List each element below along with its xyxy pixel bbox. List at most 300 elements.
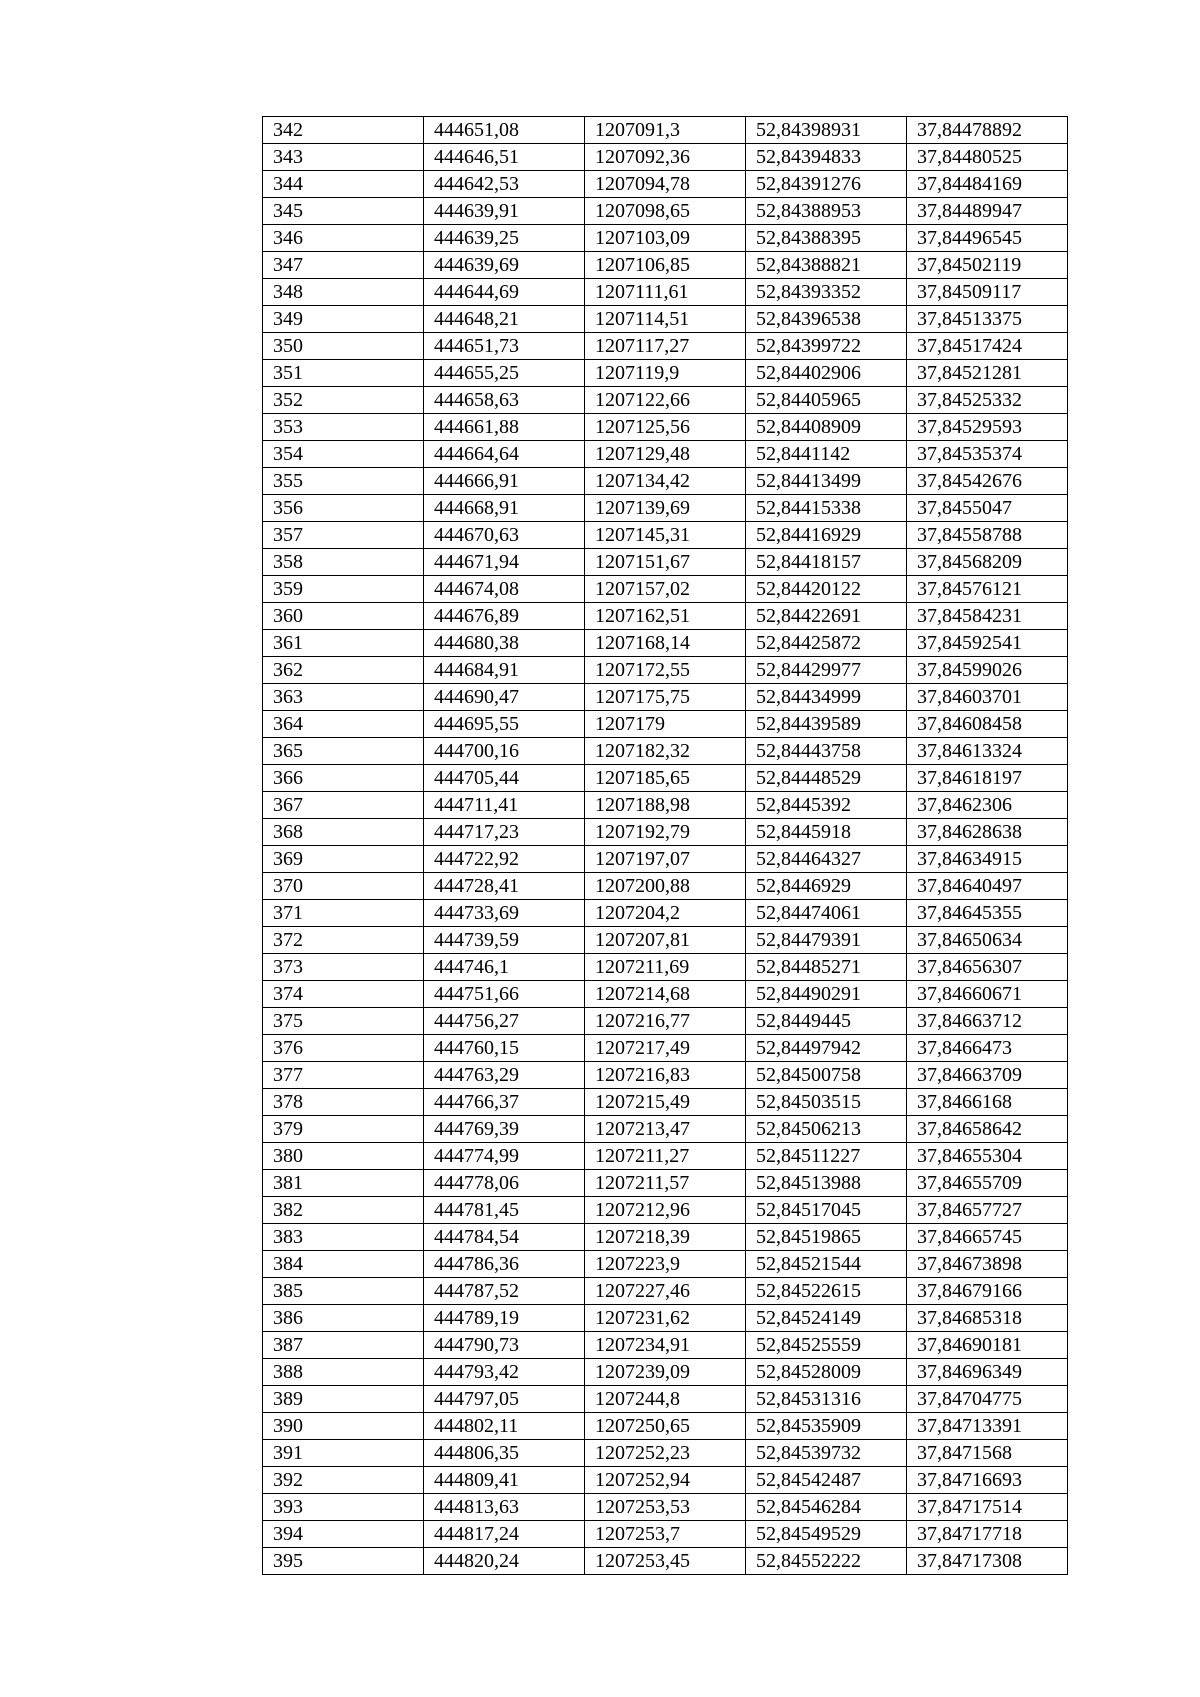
point-number-cell: 344 [263,171,424,198]
y-coordinate-cell: 1207197,07 [585,846,746,873]
y-coordinate-cell: 1207234,91 [585,1332,746,1359]
y-coordinate-cell: 1207253,45 [585,1548,746,1575]
x-coordinate-cell: 444651,73 [424,333,585,360]
latitude-cell: 52,84474061 [746,900,907,927]
table-row [263,360,1068,387]
latitude-cell: 52,84439589 [746,711,907,738]
point-number-cell: 356 [263,495,424,522]
longitude-cell: 37,84645355 [907,900,1068,927]
y-coordinate-cell: 1207179 [585,711,746,738]
table-row [263,1305,1068,1332]
y-coordinate-cell: 1207207,81 [585,927,746,954]
x-coordinate-cell: 444763,29 [424,1062,585,1089]
point-number-cell: 382 [263,1197,424,1224]
latitude-cell: 52,84511227 [746,1143,907,1170]
y-coordinate-cell: 1207223,9 [585,1251,746,1278]
longitude-cell: 37,84513375 [907,306,1068,333]
latitude-cell: 52,84525559 [746,1332,907,1359]
latitude-cell: 52,84388395 [746,225,907,252]
y-coordinate-cell: 1207213,47 [585,1116,746,1143]
table-row [263,1089,1068,1116]
longitude-cell: 37,84613324 [907,738,1068,765]
point-number-cell: 343 [263,144,424,171]
point-number-cell: 351 [263,360,424,387]
table-row [263,333,1068,360]
longitude-cell: 37,84690181 [907,1332,1068,1359]
x-coordinate-cell: 444809,41 [424,1467,585,1494]
y-coordinate-cell: 1207091,3 [585,117,746,144]
y-coordinate-cell: 1207162,51 [585,603,746,630]
x-coordinate-cell: 444793,42 [424,1359,585,1386]
longitude-cell: 37,84657727 [907,1197,1068,1224]
longitude-cell: 37,84535374 [907,441,1068,468]
y-coordinate-cell: 1207151,67 [585,549,746,576]
table-row [263,711,1068,738]
table-row [263,198,1068,225]
longitude-cell: 37,84529593 [907,414,1068,441]
longitude-cell: 37,8466473 [907,1035,1068,1062]
y-coordinate-cell: 1207117,27 [585,333,746,360]
table-row [263,1359,1068,1386]
point-number-cell: 390 [263,1413,424,1440]
point-number-cell: 367 [263,792,424,819]
latitude-cell: 52,84549529 [746,1521,907,1548]
longitude-cell: 37,84558788 [907,522,1068,549]
table-row [263,549,1068,576]
latitude-cell: 52,84490291 [746,981,907,1008]
latitude-cell: 52,8445918 [746,819,907,846]
x-coordinate-cell: 444646,51 [424,144,585,171]
y-coordinate-cell: 1207227,46 [585,1278,746,1305]
longitude-cell: 37,84496545 [907,225,1068,252]
table-row [263,630,1068,657]
table-row [263,468,1068,495]
latitude-cell: 52,84531316 [746,1386,907,1413]
point-number-cell: 386 [263,1305,424,1332]
longitude-cell: 37,84489947 [907,198,1068,225]
longitude-cell: 37,84628638 [907,819,1068,846]
y-coordinate-cell: 1207103,09 [585,225,746,252]
table-row [263,306,1068,333]
longitude-cell: 37,84650634 [907,927,1068,954]
y-coordinate-cell: 1207111,61 [585,279,746,306]
longitude-cell: 37,84716693 [907,1467,1068,1494]
latitude-cell: 52,84524149 [746,1305,907,1332]
point-number-cell: 392 [263,1467,424,1494]
point-number-cell: 362 [263,657,424,684]
point-number-cell: 355 [263,468,424,495]
x-coordinate-cell: 444711,41 [424,792,585,819]
point-number-cell: 365 [263,738,424,765]
table-row [263,495,1068,522]
latitude-cell: 52,84479391 [746,927,907,954]
coordinates-table [262,116,1068,1575]
x-coordinate-cell: 444684,91 [424,657,585,684]
x-coordinate-cell: 444700,16 [424,738,585,765]
latitude-cell: 52,84388953 [746,198,907,225]
y-coordinate-cell: 1207092,36 [585,144,746,171]
longitude-cell: 37,84679166 [907,1278,1068,1305]
x-coordinate-cell: 444676,89 [424,603,585,630]
x-coordinate-cell: 444658,63 [424,387,585,414]
y-coordinate-cell: 1207239,09 [585,1359,746,1386]
longitude-cell: 37,84660671 [907,981,1068,1008]
longitude-cell: 37,84517424 [907,333,1068,360]
x-coordinate-cell: 444664,64 [424,441,585,468]
latitude-cell: 52,84434999 [746,684,907,711]
longitude-cell: 37,84673898 [907,1251,1068,1278]
latitude-cell: 52,84528009 [746,1359,907,1386]
point-number-cell: 391 [263,1440,424,1467]
latitude-cell: 52,84519865 [746,1224,907,1251]
x-coordinate-cell: 444769,39 [424,1116,585,1143]
longitude-cell: 37,8462306 [907,792,1068,819]
x-coordinate-cell: 444760,15 [424,1035,585,1062]
x-coordinate-cell: 444790,73 [424,1332,585,1359]
table-row [263,576,1068,603]
table-row [263,1386,1068,1413]
table-row [263,441,1068,468]
x-coordinate-cell: 444680,38 [424,630,585,657]
y-coordinate-cell: 1207172,55 [585,657,746,684]
point-number-cell: 358 [263,549,424,576]
point-number-cell: 389 [263,1386,424,1413]
latitude-cell: 52,84522615 [746,1278,907,1305]
table-row [263,1440,1068,1467]
longitude-cell: 37,84542676 [907,468,1068,495]
table-row [263,1413,1068,1440]
x-coordinate-cell: 444789,19 [424,1305,585,1332]
x-coordinate-cell: 444802,11 [424,1413,585,1440]
x-coordinate-cell: 444746,1 [424,954,585,981]
table-row [263,1035,1068,1062]
table-row [263,819,1068,846]
x-coordinate-cell: 444733,69 [424,900,585,927]
x-coordinate-cell: 444774,99 [424,1143,585,1170]
point-number-cell: 376 [263,1035,424,1062]
latitude-cell: 52,8449445 [746,1008,907,1035]
y-coordinate-cell: 1207192,79 [585,819,746,846]
table-row [263,900,1068,927]
x-coordinate-cell: 444806,35 [424,1440,585,1467]
longitude-cell: 37,8471568 [907,1440,1068,1467]
x-coordinate-cell: 444781,45 [424,1197,585,1224]
longitude-cell: 37,84717718 [907,1521,1068,1548]
longitude-cell: 37,84658642 [907,1116,1068,1143]
y-coordinate-cell: 1207125,56 [585,414,746,441]
x-coordinate-cell: 444786,36 [424,1251,585,1278]
point-number-cell: 395 [263,1548,424,1575]
y-coordinate-cell: 1207157,02 [585,576,746,603]
x-coordinate-cell: 444690,47 [424,684,585,711]
point-number-cell: 388 [263,1359,424,1386]
coordinates-table-body [263,117,1068,1575]
longitude-cell: 37,84640497 [907,873,1068,900]
y-coordinate-cell: 1207218,39 [585,1224,746,1251]
table-row [263,117,1068,144]
latitude-cell: 52,84391276 [746,171,907,198]
table-row [263,1008,1068,1035]
latitude-cell: 52,84418157 [746,549,907,576]
table-row [263,1494,1068,1521]
y-coordinate-cell: 1207214,68 [585,981,746,1008]
longitude-cell: 37,84608458 [907,711,1068,738]
table-row [263,522,1068,549]
latitude-cell: 52,84552222 [746,1548,907,1575]
y-coordinate-cell: 1207098,65 [585,198,746,225]
y-coordinate-cell: 1207145,31 [585,522,746,549]
latitude-cell: 52,84448529 [746,765,907,792]
table-row [263,144,1068,171]
longitude-cell: 37,84478892 [907,117,1068,144]
x-coordinate-cell: 444820,24 [424,1548,585,1575]
latitude-cell: 52,84425872 [746,630,907,657]
longitude-cell: 37,84576121 [907,576,1068,603]
table-row [263,1332,1068,1359]
y-coordinate-cell: 1207252,94 [585,1467,746,1494]
table-row [263,657,1068,684]
latitude-cell: 52,84500758 [746,1062,907,1089]
y-coordinate-cell: 1207231,62 [585,1305,746,1332]
longitude-cell: 37,84484169 [907,171,1068,198]
x-coordinate-cell: 444695,55 [424,711,585,738]
latitude-cell: 52,84535909 [746,1413,907,1440]
latitude-cell: 52,84503515 [746,1089,907,1116]
x-coordinate-cell: 444797,05 [424,1386,585,1413]
point-number-cell: 360 [263,603,424,630]
longitude-cell: 37,84663709 [907,1062,1068,1089]
x-coordinate-cell: 444766,37 [424,1089,585,1116]
y-coordinate-cell: 1207175,75 [585,684,746,711]
point-number-cell: 350 [263,333,424,360]
y-coordinate-cell: 1207182,32 [585,738,746,765]
point-number-cell: 346 [263,225,424,252]
y-coordinate-cell: 1207122,66 [585,387,746,414]
longitude-cell: 37,84584231 [907,603,1068,630]
latitude-cell: 52,84396538 [746,306,907,333]
point-number-cell: 353 [263,414,424,441]
table-row [263,1224,1068,1251]
y-coordinate-cell: 1207253,7 [585,1521,746,1548]
longitude-cell: 37,84665745 [907,1224,1068,1251]
point-number-cell: 370 [263,873,424,900]
longitude-cell: 37,84521281 [907,360,1068,387]
table-row [263,1197,1068,1224]
x-coordinate-cell: 444728,41 [424,873,585,900]
longitude-cell: 37,84713391 [907,1413,1068,1440]
point-number-cell: 385 [263,1278,424,1305]
latitude-cell: 52,84517045 [746,1197,907,1224]
point-number-cell: 368 [263,819,424,846]
latitude-cell: 52,84513988 [746,1170,907,1197]
x-coordinate-cell: 444751,66 [424,981,585,1008]
point-number-cell: 364 [263,711,424,738]
point-number-cell: 380 [263,1143,424,1170]
latitude-cell: 52,84415338 [746,495,907,522]
y-coordinate-cell: 1207168,14 [585,630,746,657]
point-number-cell: 394 [263,1521,424,1548]
point-number-cell: 374 [263,981,424,1008]
latitude-cell: 52,84420122 [746,576,907,603]
table-row [263,792,1068,819]
point-number-cell: 342 [263,117,424,144]
point-number-cell: 379 [263,1116,424,1143]
table-row [263,873,1068,900]
x-coordinate-cell: 444756,27 [424,1008,585,1035]
point-number-cell: 347 [263,252,424,279]
latitude-cell: 52,84394833 [746,144,907,171]
y-coordinate-cell: 1207211,57 [585,1170,746,1197]
x-coordinate-cell: 444705,44 [424,765,585,792]
longitude-cell: 37,84634915 [907,846,1068,873]
longitude-cell: 37,84696349 [907,1359,1068,1386]
point-number-cell: 357 [263,522,424,549]
y-coordinate-cell: 1207216,77 [585,1008,746,1035]
x-coordinate-cell: 444668,91 [424,495,585,522]
point-number-cell: 348 [263,279,424,306]
table-row [263,1062,1068,1089]
point-number-cell: 378 [263,1089,424,1116]
point-number-cell: 361 [263,630,424,657]
y-coordinate-cell: 1207129,48 [585,441,746,468]
x-coordinate-cell: 444674,08 [424,576,585,603]
x-coordinate-cell: 444671,94 [424,549,585,576]
table-row [263,1116,1068,1143]
y-coordinate-cell: 1207106,85 [585,252,746,279]
x-coordinate-cell: 444655,25 [424,360,585,387]
latitude-cell: 52,84542487 [746,1467,907,1494]
x-coordinate-cell: 444666,91 [424,468,585,495]
point-number-cell: 381 [263,1170,424,1197]
latitude-cell: 52,84506213 [746,1116,907,1143]
longitude-cell: 37,8466168 [907,1089,1068,1116]
x-coordinate-cell: 444644,69 [424,279,585,306]
y-coordinate-cell: 1207134,42 [585,468,746,495]
latitude-cell: 52,84398931 [746,117,907,144]
latitude-cell: 52,84416929 [746,522,907,549]
table-row [263,1170,1068,1197]
point-number-cell: 369 [263,846,424,873]
table-row [263,603,1068,630]
table-row [263,225,1068,252]
point-number-cell: 366 [263,765,424,792]
y-coordinate-cell: 1207212,96 [585,1197,746,1224]
table-row [263,927,1068,954]
table-row [263,387,1068,414]
longitude-cell: 37,84502119 [907,252,1068,279]
x-coordinate-cell: 444642,53 [424,171,585,198]
longitude-cell: 37,84704775 [907,1386,1068,1413]
table-row [263,738,1068,765]
y-coordinate-cell: 1207252,23 [585,1440,746,1467]
x-coordinate-cell: 444817,24 [424,1521,585,1548]
table-row [263,1467,1068,1494]
y-coordinate-cell: 1207094,78 [585,171,746,198]
latitude-cell: 52,84413499 [746,468,907,495]
latitude-cell: 52,84497942 [746,1035,907,1062]
y-coordinate-cell: 1207244,8 [585,1386,746,1413]
latitude-cell: 52,84405965 [746,387,907,414]
x-coordinate-cell: 444661,88 [424,414,585,441]
latitude-cell: 52,84546284 [746,1494,907,1521]
table-row [263,954,1068,981]
longitude-cell: 37,84525332 [907,387,1068,414]
point-number-cell: 373 [263,954,424,981]
latitude-cell: 52,84443758 [746,738,907,765]
latitude-cell: 52,84521544 [746,1251,907,1278]
point-number-cell: 393 [263,1494,424,1521]
longitude-cell: 37,84480525 [907,144,1068,171]
table-row [263,1143,1068,1170]
y-coordinate-cell: 1207139,69 [585,495,746,522]
point-number-cell: 372 [263,927,424,954]
y-coordinate-cell: 1207188,98 [585,792,746,819]
y-coordinate-cell: 1207185,65 [585,765,746,792]
latitude-cell: 52,8446929 [746,873,907,900]
latitude-cell: 52,84402906 [746,360,907,387]
point-number-cell: 349 [263,306,424,333]
point-number-cell: 371 [263,900,424,927]
latitude-cell: 52,84464327 [746,846,907,873]
point-number-cell: 384 [263,1251,424,1278]
x-coordinate-cell: 444739,59 [424,927,585,954]
latitude-cell: 52,8445392 [746,792,907,819]
point-number-cell: 383 [263,1224,424,1251]
longitude-cell: 37,84717308 [907,1548,1068,1575]
x-coordinate-cell: 444639,91 [424,198,585,225]
x-coordinate-cell: 444778,06 [424,1170,585,1197]
latitude-cell: 52,84408909 [746,414,907,441]
point-number-cell: 354 [263,441,424,468]
x-coordinate-cell: 444784,54 [424,1224,585,1251]
table-row [263,1521,1068,1548]
y-coordinate-cell: 1207216,83 [585,1062,746,1089]
longitude-cell: 37,84568209 [907,549,1068,576]
table-row [263,684,1068,711]
y-coordinate-cell: 1207250,65 [585,1413,746,1440]
longitude-cell: 37,84592541 [907,630,1068,657]
table-row [263,765,1068,792]
x-coordinate-cell: 444787,52 [424,1278,585,1305]
latitude-cell: 52,84393352 [746,279,907,306]
table-row [263,846,1068,873]
point-number-cell: 345 [263,198,424,225]
point-number-cell: 359 [263,576,424,603]
latitude-cell: 52,84485271 [746,954,907,981]
longitude-cell: 37,84618197 [907,765,1068,792]
x-coordinate-cell: 444639,69 [424,252,585,279]
table-row [263,1251,1068,1278]
longitude-cell: 37,84663712 [907,1008,1068,1035]
longitude-cell: 37,8455047 [907,495,1068,522]
y-coordinate-cell: 1207200,88 [585,873,746,900]
y-coordinate-cell: 1207119,9 [585,360,746,387]
longitude-cell: 37,84509117 [907,279,1068,306]
x-coordinate-cell: 444670,63 [424,522,585,549]
point-number-cell: 352 [263,387,424,414]
longitude-cell: 37,84655304 [907,1143,1068,1170]
latitude-cell: 52,84429977 [746,657,907,684]
x-coordinate-cell: 444639,25 [424,225,585,252]
latitude-cell: 52,8441142 [746,441,907,468]
x-coordinate-cell: 444722,92 [424,846,585,873]
x-coordinate-cell: 444651,08 [424,117,585,144]
table-row [263,981,1068,1008]
y-coordinate-cell: 1207114,51 [585,306,746,333]
latitude-cell: 52,84399722 [746,333,907,360]
table-row [263,1548,1068,1575]
latitude-cell: 52,84388821 [746,252,907,279]
